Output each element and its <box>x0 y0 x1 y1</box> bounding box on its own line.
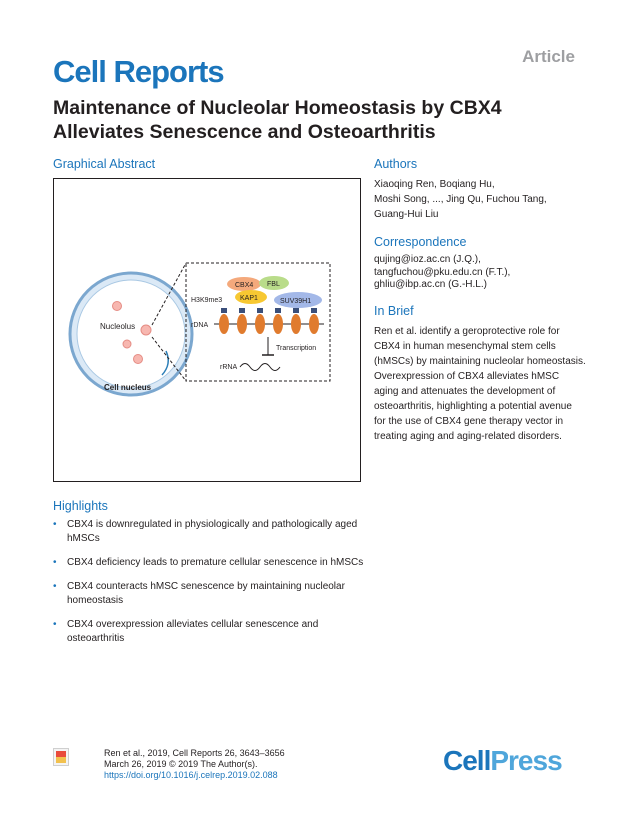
bullet: • <box>53 581 57 592</box>
cell-nucleus-label: Cell nucleus <box>104 383 152 392</box>
highlight-item <box>53 518 373 546</box>
methyl-mark <box>275 308 281 313</box>
highlight-item <box>53 580 373 608</box>
logo-cell: Cell <box>443 745 491 776</box>
nucleosome-array <box>219 308 319 334</box>
nucleolus-dot <box>134 355 143 364</box>
journal-title: Cell Reports <box>53 54 224 89</box>
methyl-mark <box>221 308 227 313</box>
nucleosome <box>309 314 319 334</box>
cellpress-logo <box>443 745 562 777</box>
nucleosome <box>255 314 265 334</box>
nucleosome <box>273 314 283 334</box>
methyl-mark <box>311 308 317 313</box>
methyl-mark <box>257 308 263 313</box>
author-line: Xiaoqing Ren, Boqiang Hu, <box>374 179 495 190</box>
nucleosome <box>219 314 229 334</box>
highlight-text: CBX4 overexpression alleviates cellular senescence and osteoarthritis <box>67 619 319 644</box>
correspondence-emails <box>374 254 584 292</box>
author-line: Guang-Hui Liu <box>374 209 439 220</box>
highlight-text: CBX4 counteracts hMSC senescence by maintaining nucleolar homeostasis <box>67 581 345 606</box>
nucleolus-dot <box>113 302 122 311</box>
nucleoplasm-shape <box>77 280 185 388</box>
crossmark-icon[interactable] <box>53 748 69 766</box>
email-link[interactable]: ghliu@ibp.ac.cn (G.-H.L.) <box>374 279 487 290</box>
nucleolus-dot <box>123 340 131 348</box>
author-line: Moshi Song, ..., Jing Qu, Fuchou Tang, <box>374 194 547 205</box>
citation-line: March 26, 2019 © 2019 The Author(s). <box>104 759 258 769</box>
correspondence-heading: Correspondence <box>374 235 467 249</box>
rdna-label: rDNA <box>191 322 209 329</box>
h3k9me3-label: H3K9me3 <box>191 297 223 304</box>
bullet: • <box>53 619 57 630</box>
highlight-text: CBX4 is downregulated in physiologically and pathologically aged hMSCs <box>67 519 358 544</box>
highlight-item <box>53 618 373 646</box>
article-type-label: Article <box>522 47 575 66</box>
rrna-label: rRNA <box>220 364 238 371</box>
highlight-item <box>53 556 373 570</box>
methyl-mark <box>239 308 245 313</box>
email-link[interactable]: tangfuchou@pku.edu.cn (F.T.), <box>374 266 511 278</box>
suv39h1-label: SUV39H1 <box>280 298 312 305</box>
in-brief-text: Ren et al. identify a geroprotective role for CBX4 in human mesenchymal stem cells (hMSCs) by maintaining nucleolar homeostasis. Overexpression of CBX4 alleviates hMSC aging and attenuates the development of osteoarthritis, highlighting a potential avenue for the use of CBX4 gene therapy vector in treating aging and aging-related disorders. <box>374 326 586 442</box>
nucleosome <box>237 314 247 334</box>
in-brief-heading: In Brief <box>374 304 414 318</box>
doi-link[interactable]: https://doi.org/10.1016/j.celrep.2019.02.088 <box>104 770 278 780</box>
nucleosome <box>291 314 301 334</box>
cbx4-label: CBX4 <box>235 282 254 289</box>
highlights-heading: Highlights <box>53 499 108 513</box>
rrna-wave <box>240 364 280 371</box>
graphical-abstract-figure <box>53 178 361 482</box>
highlights-list <box>53 518 373 656</box>
authors-heading: Authors <box>374 157 418 171</box>
bullet: • <box>53 557 57 568</box>
highlight-text: CBX4 deficiency leads to premature cellular senescence in hMSCs <box>67 557 364 568</box>
author-list <box>374 177 584 222</box>
methyl-mark <box>293 308 299 313</box>
graphical-abstract-diagram <box>54 179 360 481</box>
citation-block <box>104 748 285 781</box>
citation-line: Ren et al., 2019, Cell Reports 26, 3643–3656 <box>104 748 285 758</box>
graphical-abstract-heading: Graphical Abstract <box>53 157 156 171</box>
transcription-label: Transcription <box>276 345 317 352</box>
email-link[interactable]: qujing@ioz.ac.cn (J.Q.), <box>374 254 481 265</box>
bullet: • <box>53 519 57 530</box>
logo-press: Press <box>490 745 562 776</box>
fbl-label: FBL <box>267 281 280 288</box>
kap1-label: KAP1 <box>240 295 258 302</box>
nucleolus-dot <box>141 325 151 335</box>
nucleolus-label: Nucleolus <box>100 322 136 331</box>
paper-title: Maintenance of Nucleolar Homeostasis by CBX4 Alleviates Senescence and Osteoarthritis <box>53 97 502 143</box>
crossmark-icon-graphic <box>54 749 68 765</box>
